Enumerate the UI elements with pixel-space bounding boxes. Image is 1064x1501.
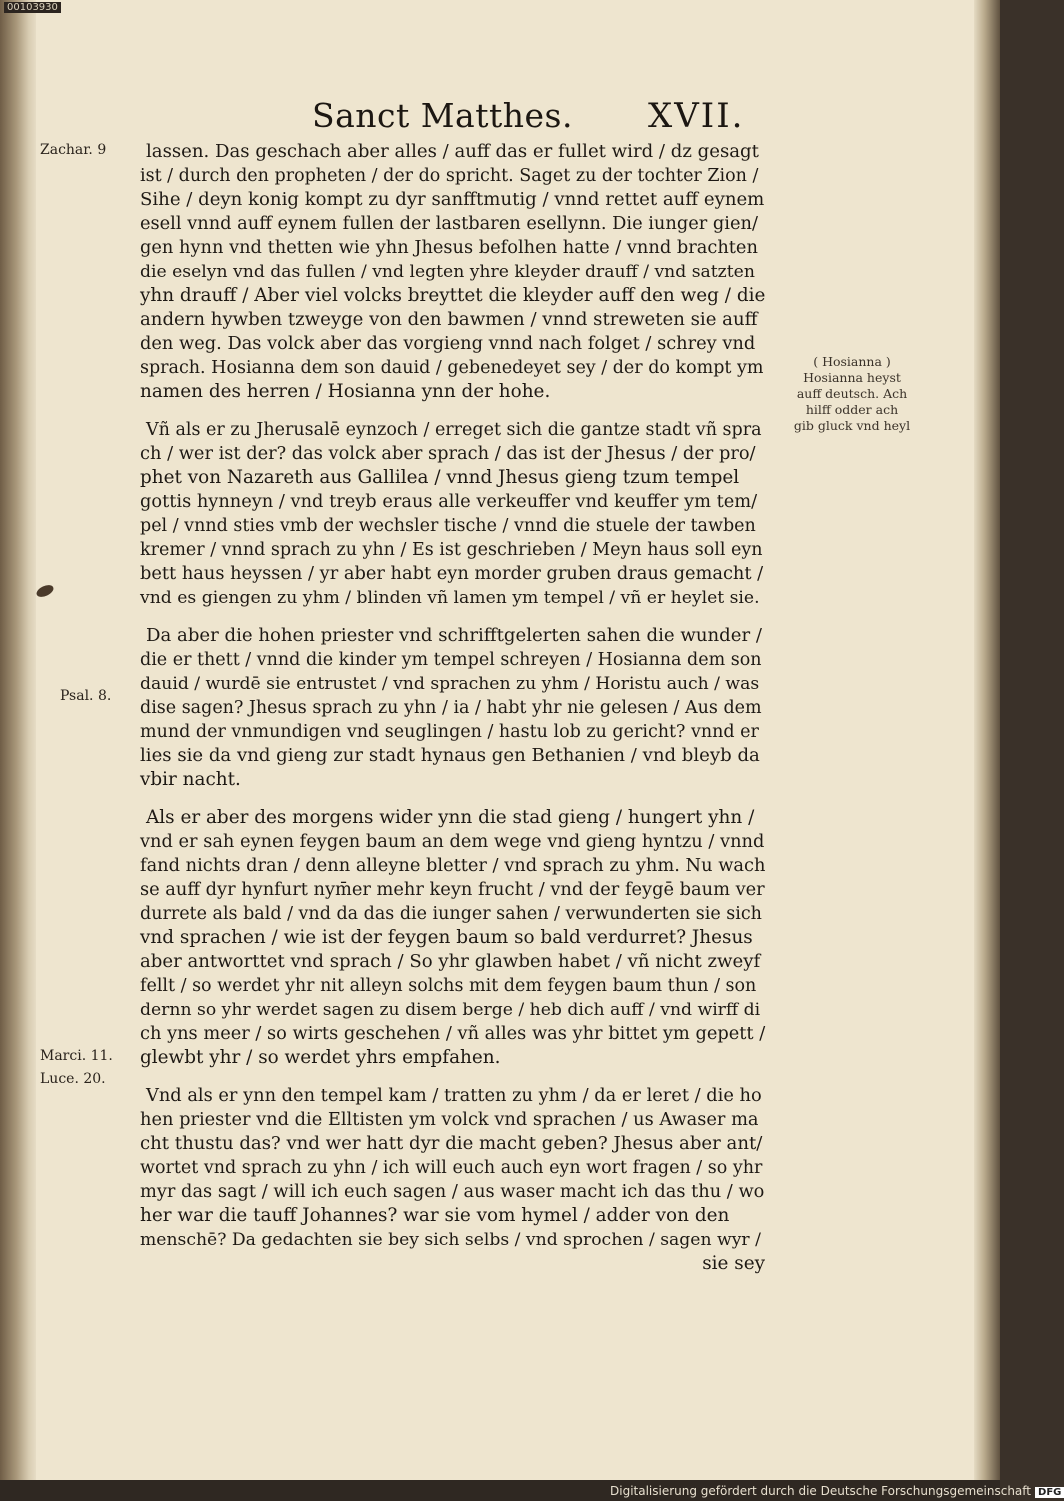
footer-text: Digitalisierung gefördert durch die Deutsche Forschungsgemeinschaft <box>610 1484 1032 1498</box>
text-line: Vñ als er zu Jherusalē eynzoch / erreget sich die gantze stadt vñ spra <box>146 420 762 440</box>
text-line: lassen. Das geschach aber alles / auff das er fullet wird / dz gesagt <box>146 141 759 162</box>
text-line: yhn drauff / Aber viel volcks breyttet die kleyder auff den weg / die <box>140 285 766 306</box>
marginal-gloss <box>782 354 922 434</box>
main-text-block <box>140 140 765 1276</box>
gloss-line: hilff odder ach <box>805 402 899 417</box>
text-line: menschē? Da gedachten sie bey sich selbs / vnd sprochen / sagen wyr / <box>140 1230 761 1250</box>
folio-number: XVII. <box>648 96 745 136</box>
text-line: die eselyn vnd das fullen / vnd legten yhre kleyder drauff / vnd satzten <box>140 262 755 282</box>
paragraph <box>140 624 765 792</box>
page-edge <box>974 0 1000 1501</box>
text-line: fand nichts dran / denn alleyne bletter / vnd sprach zu yhm. Nu wach <box>140 855 766 876</box>
text-line: andern hywben tzweyge von den bawmen / vnnd streweten sie auff <box>140 309 758 330</box>
margin-ref-psal: Psal. 8. <box>60 688 112 704</box>
dfg-logo: DFG <box>1035 1487 1064 1498</box>
running-head-title: Sanct Matthes. <box>312 96 573 135</box>
text-line: kremer / vnnd sprach zu yhn / Es ist geschrieben / Meyn haus soll eyn <box>140 540 763 560</box>
text-line: ch yns meer / so wirts geschehen / vñ alles was yhr bittet ym gepett / <box>140 1023 766 1044</box>
text-line: gen hynn vnd thetten wie yhn Jhesus befolhen hatte / vnnd brachten <box>140 237 758 258</box>
text-line: dise sagen? Jhesus sprach zu yhn / ia / habt yhr nie gelesen / Aus dem <box>140 698 762 718</box>
text-line: die er thett / vnnd die kinder ym tempel schreyen / Hosianna dem son <box>140 650 762 670</box>
text-line: dauid / wurdē sie entrustet / vnd sprachen zu yhm / Horistu auch / was <box>140 674 760 694</box>
paragraph-gap <box>140 404 765 418</box>
text-line: vnd er sah eynen feygen baum an dem wege vnd gieng hyntzu / vnnd <box>140 831 765 852</box>
text-line: Da aber die hohen priester vnd schrifftgelerten sahen die wunder / <box>146 625 762 646</box>
scan-label: 00103930 <box>4 2 61 13</box>
text-line: glewbt yhr / so werdet yhrs empfahen. <box>140 1047 501 1068</box>
text-line: ch / wer ist der? das volck aber sprach / das ist der Jhesus / der pro/ <box>140 443 756 464</box>
text-line: fellt / so werdet yhr nit alleyn solchs mit dem feygen baum thun / son <box>140 976 757 996</box>
text-line: Vnd als er ynn den tempel kam / tratten zu yhm / da er leret / die ho <box>146 1085 762 1106</box>
page-gutter <box>0 0 36 1501</box>
text-line: bett haus heyssen / yr aber habt eyn morder gruben draus gemacht / <box>140 563 764 584</box>
paragraph-gap <box>140 792 765 806</box>
ink-blot <box>35 583 56 600</box>
gloss-line: Hosianna heyst <box>803 370 901 385</box>
text-line: gottis hynneyn / vnd treyb eraus alle verkeuffer vnd keuffer ym tem/ <box>140 491 758 512</box>
gloss-line: auff deutsch. Ach <box>796 386 908 401</box>
text-line: den weg. Das volck aber das vorgieng vnnd nach folget / schrey vnd <box>140 333 756 354</box>
text-line: Als er aber des morgens wider ynn die stad gieng / hungert yhn / <box>146 807 755 828</box>
text-line: mund der vnmundigen vnd seuglingen / hastu lob zu gericht? vnnd er <box>140 722 759 742</box>
paragraph <box>140 1084 765 1252</box>
text-line: ist / durch den propheten / der do spricht. Saget zu der tochter Zion / <box>140 166 759 186</box>
text-line: vbir nacht. <box>140 769 241 790</box>
text-line: aber antworttet vnd sprach / So yhr glawben habet / vñ nicht zweyf <box>140 951 761 972</box>
text-line: vnd sprachen / wie ist der feygen baum so bald verdurret? Jhesus <box>140 927 753 948</box>
margin-ref-zachar: Zachar. 9 <box>40 142 107 158</box>
text-line: myr das sagt / will ich euch sagen / aus waser macht ich das thu / wo <box>140 1181 765 1202</box>
text-line: durrete als bald / vnd da das die iunger sahen / verwunderten sie sich <box>140 904 762 924</box>
text-line: phet von Nazareth aus Gallilea / vnnd Jhesus gieng tzum tempel <box>140 467 740 488</box>
text-line: pel / vnnd sties vmb der wechsler tische / vnnd die stuele der tawben <box>140 516 756 536</box>
text-line: Sihe / deyn konig kompt zu dyr sanfftmutig / vnnd rettet auff eynem <box>140 189 765 210</box>
text-line: se auff dyr hynfurt nym̄er mehr keyn frucht / vnd der feygē baum ver <box>140 879 765 900</box>
text-line: hen priester vnd die Elltisten ym volck vnd sprachen / us Awaser ma <box>140 1109 759 1130</box>
text-line: wortet vnd sprach zu yhn / ich will euch auch eyn wort fragen / so yhr <box>140 1158 763 1178</box>
text-line: cht thustu das? vnd wer hatt dyr die macht geben? Jhesus aber ant/ <box>140 1133 763 1154</box>
text-line: esell vnnd auff eynem fullen der lastbaren esellynn. Die iunger gien/ <box>140 213 758 234</box>
funding-footer <box>610 1484 1064 1498</box>
paragraph-gap <box>140 610 765 624</box>
paragraph <box>140 806 765 1070</box>
text-line: sprach. Hosianna dem son dauid / gebenedeyet sey / der do kompt ym <box>140 358 764 378</box>
gloss-line: gib gluck vnd heyl <box>793 418 911 433</box>
catchword: sie sey <box>702 1253 765 1274</box>
text-line: namen des herren / Hosianna ynn der hohe. <box>140 381 551 402</box>
paragraph <box>140 140 765 404</box>
text-line: her war die tauff Johannes? war sie vom hymel / adder von den <box>140 1205 730 1226</box>
paragraph-gap <box>140 1070 765 1084</box>
margin-ref-marci: Marci. 11. <box>40 1048 113 1064</box>
text-line: dernn so yhr werdet sagen zu disem berge / heb dich auff / vnd wirff di <box>140 1000 761 1020</box>
margin-ref-luce: Luce. 20. <box>40 1071 106 1087</box>
paragraph <box>140 418 765 610</box>
text-line: lies sie da vnd gieng zur stadt hynaus gen Bethanien / vnd bleyb da <box>140 745 760 766</box>
gloss-line: ( Hosianna ) <box>813 354 891 369</box>
text-line: vnd es giengen zu yhm / blinden vñ lamen ym tempel / vñ er heylet sie. <box>140 588 760 608</box>
